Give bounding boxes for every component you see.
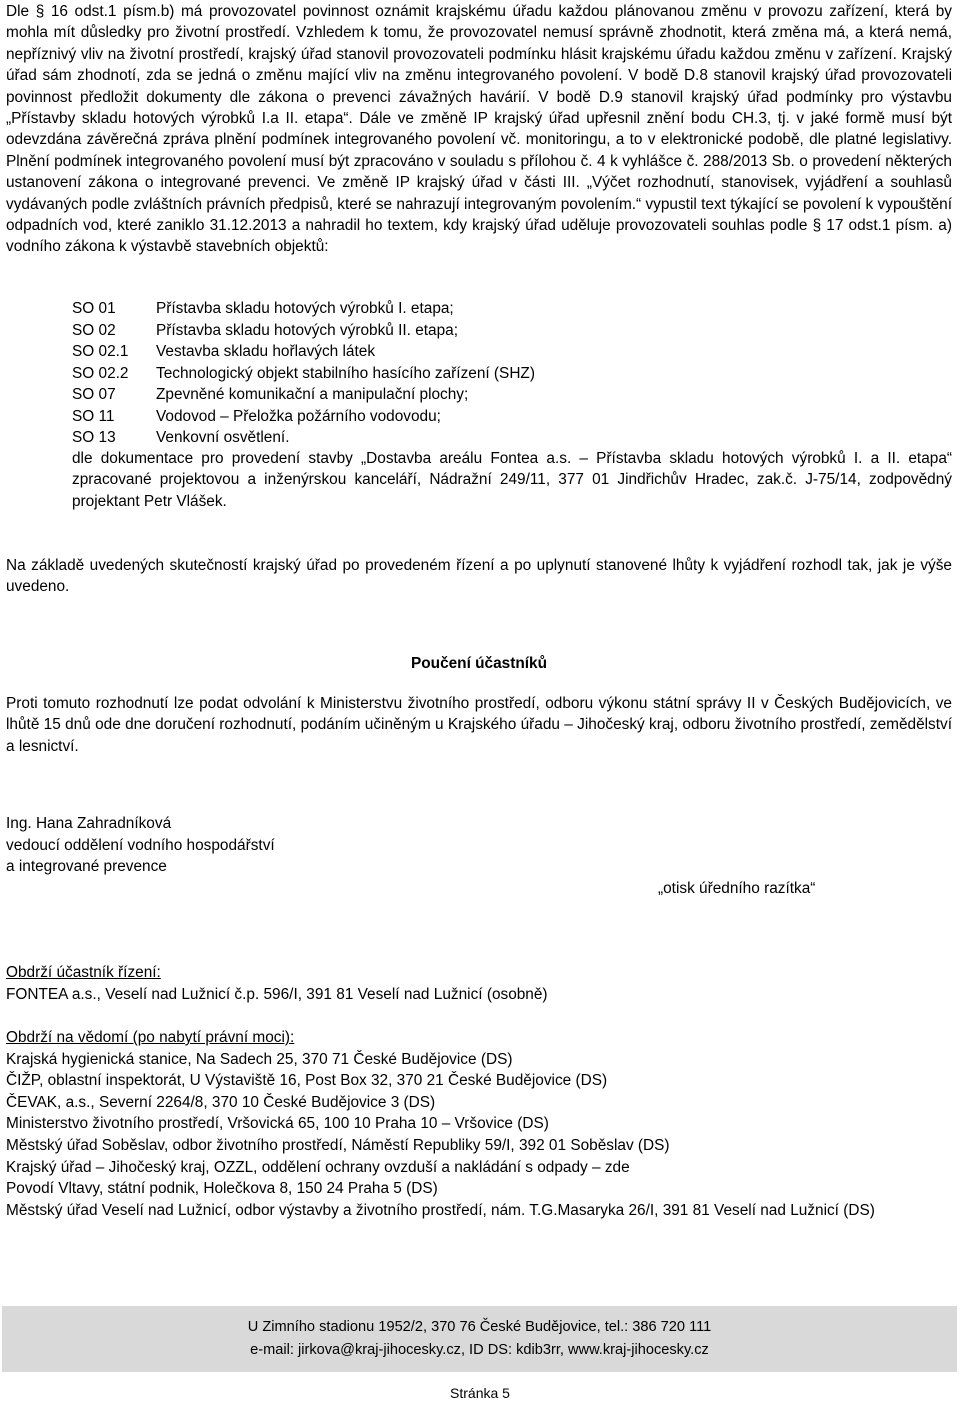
signature-block [6,813,952,878]
list-item: Povodí Vltavy, státní podnik, Holečkova 8, 150 24 Praha 5 (DS) [6,1180,438,1198]
official-stamp-placeholder: „otisk úředního razítka“ [658,880,816,897]
list-item: SO 01 Přístavba skladu hotových výrobků I. etapa; [72,300,454,317]
page-footer [2,1306,957,1372]
list-item: Městský úřad Veselí nad Lužnicí, odbor výstavby a životního prostředí, nám. T.G.Masaryka 26/I, 391 81 Veselí nad Lužnicí (DS) [6,1201,875,1219]
signatory-title: a integrované prevence [6,858,167,876]
recipient-heading: Obdrží účastník řízení: [6,964,161,981]
list-item: SO 02 Přístavba skladu hotových výrobků II. etapa; [72,321,458,339]
list-item: ČIŽP, oblastní inspektorát, U Výstaviště 16, Post Box 32, 370 21 České Budějovice (DS) [6,1072,608,1090]
recipient-line: FONTEA a.s., Veselí nad Lužnicí č.p. 596/I, 391 81 Veselí nad Lužnicí (osobně) [6,985,548,1003]
appeal-instructions-paragraph: Proti tomuto rozhodnutí lze podat odvolání k Ministerstvu životního prostředí, odboru výkonu státní správy II v Českých Budějovicích, ve lhůtě 15 dnů ode dne doručení rozhodnutí, podáním učiněným u Krajského úřadu – Jihočeský kraj, odboru životního prostředí, zemědělství a lesnictví. [6,695,952,755]
list-item: SO 02.1 Vestavba skladu hořlavých látek [72,343,376,360]
building-objects-list [72,298,535,449]
list-item: Krajský úřad – Jihočeský kraj, OZZL, oddělení ochrany ovzduší a nakládání s odpady – zde [6,1158,630,1176]
instructions-heading: Poučení účastníků [411,655,547,672]
body-paragraph-changes: Dle § 16 odst.1 písm.b) má provozovatel povinnost oznámit krajskému úřadu každou plánovanou změnu v provozu zařízení, která by mohla mít důsledky pro životní prostředí. Vzhledem k tomu, že provozovatel nemusí správně zhodnotit, která změna má, a která nemá, nepříznivý vliv na životní prostředí, krajský úřad stanovil provozovateli podmínku hlásit krajskému úřadu každou změnu v zařízení. Krajský úřad sám zhodnotí, zda se jedná o změnu mající vliv na změnu integrovaného povolení. V bodě D.8 stanovil krajský úřad provozovateli povinnost předložit dokumenty dle zákona o prevenci závažných havárií. V bodě D.9 stanovil krajský úřad podmínky pro výstavbu „Přístavby skladu hotových výrobků I.a II. etapa“. Dále ve změně IP krajský úřad upřesnil znění bodu CH.3, tj. v jaké formě musí být odevzdána závěrečná zpráva plnění podmínek integrovaného povolení vč. monitoringu, a to v elektronické podobě, dle platné legislativy. Plnění podmínek integrovaného povolení musí být zpracováno v souladu s přílohou č. 4 k vyhlášce č. 288/2013 Sb. o provedení některých ustanovení zákona o integrované prevenci. Ve změně IP krajský úřad v části III. „Výčet rozhodnutí, stanovisek, vyjádření a souhlasů vydávaných podle zvláštních právních předpisů, které se nahrazují integrovaným povolením.“ vypustil text týkající se povolení k vypouštění odpadních vod, které zaniklo 31.12.2013 a nahradil ho textem, kdy krajský úřad uděluje provozovateli souhlas podle § 17 odst.1 písm. a) vodního zákona k výstavbě stavebních objektů: [6,3,952,256]
footer-address: U Zimního stadionu 1952/2, 370 76 České Budějovice, tel.: 386 720 111 [247,1319,712,1335]
documentation-paragraph: dle dokumentace pro provedení stavby „Dostavba areálu Fontea a.s. – Přístavba skladu hotových výrobků I. a II. etapa“ zpracované projektovou a inženýrskou kanceláří, Nádražní 249/11, 377 01 Jindřichův Hradec, zak.č. J-75/14, zodpovědný projektant Petr Vlášek. [72,450,952,510]
list-item: SO 07 Zpevněné komunikační a manipulační plochy; [72,386,469,403]
signatory-title: vedoucí oddělení vodního hospodářství [6,836,275,854]
list-item: SO 13 Venkovní osvětlení. [72,429,290,446]
signatory-name: Ing. Hana Zahradníková [6,815,172,832]
footer-contact: e-mail: jirkova@kraj-jihocesky.cz, ID DS: kdib3rr, www.kraj-jihocesky.cz [250,1342,709,1358]
list-item: Krajská hygienická stanice, Na Sadech 25, 370 71 České Budějovice (DS) [6,1050,513,1068]
page-number: Stránka 5 [450,1385,510,1401]
list-item: Ministerstvo životního prostředí, Vršovická 65, 100 10 Praha 10 – Vršovice (DS) [6,1115,549,1133]
notify-block [6,1027,952,1221]
list-item: SO 11 Vodovod – Přeložka požárního vodovodu; [72,407,441,425]
notify-heading: Obdrží na vědomí (po nabytí právní moci): [6,1029,295,1046]
list-item: Městský úřad Soběslav, odbor životního prostředí, Náměstí Republiky 59/I, 392 01 Soběslav (DS) [6,1136,670,1154]
list-item: SO 02.2 Technologický objekt stabilního hasícího zařízení (SHZ) [72,364,535,382]
conclusion-paragraph: Na základě uvedených skutečností krajský úřad po provedeném řízení a po uplynutí stanovené lhůty k vyjádření rozhodl tak, jak je výše uvedeno. [6,557,952,596]
list-item: ČEVAK, a.s., Severní 2264/8, 370 10 České Budějovice 3 (DS) [6,1093,436,1111]
recipient-block [6,962,952,1005]
